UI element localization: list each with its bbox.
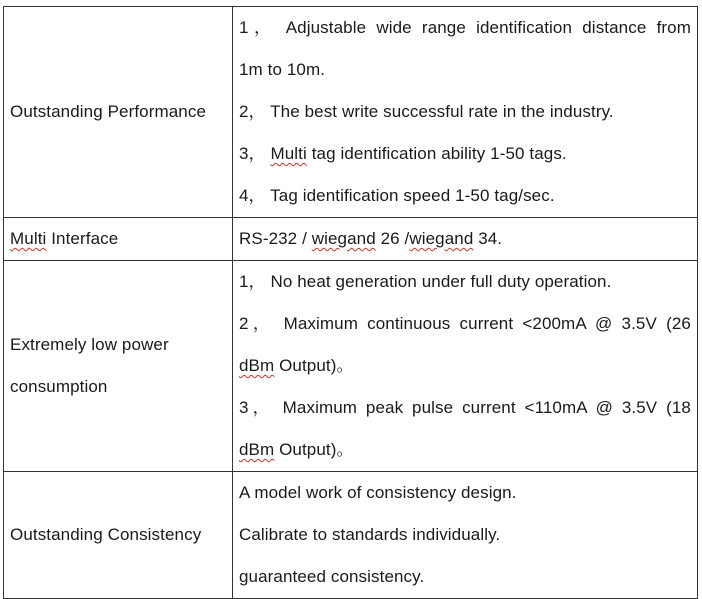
spec-line: 2， Maximum continuous current <200mA @ 3.5V (26: [239, 314, 691, 333]
spec-row-label: Multi Interface: [4, 218, 233, 261]
spec-table: [3, 6, 698, 599]
spec-line: A model work of consistency design.: [239, 483, 517, 502]
spellcheck-underline: wiegand: [311, 229, 376, 248]
spellcheck-underline: dBm: [239, 356, 275, 375]
spec-row-value: [233, 472, 698, 599]
spec-line: 4， Tag identification speed 1-50 tag/sec.: [239, 186, 555, 205]
spec-line: 3， Multi tag identification ability 1-50 tags.: [239, 144, 567, 163]
spec-line: 2， The best write successful rate in the industry.: [239, 102, 614, 121]
spec-line: 1， No heat generation under full duty operation.: [239, 272, 612, 291]
spec-row-value: [233, 261, 698, 472]
spec-row-label: Outstanding Performance: [4, 7, 233, 218]
spec-row: [4, 7, 698, 218]
spec-line: 3， Maximum peak pulse current <110mA @ 3.5V (18: [239, 398, 691, 417]
spec-row: [4, 261, 698, 472]
spellcheck-underline: dBm: [239, 440, 275, 459]
spec-table-body: [4, 7, 698, 599]
spec-line: 1m to 10m.: [239, 60, 326, 79]
spellcheck-underline: Multi: [270, 144, 307, 163]
spec-row-label: Extremely low power consumption: [4, 261, 233, 472]
spec-line: dBm Output)。: [239, 356, 354, 375]
spec-row-value: [233, 7, 698, 218]
spec-row-label: Outstanding Consistency: [4, 472, 233, 599]
spec-line: Calibrate to standards individually.: [239, 525, 501, 544]
spec-line: dBm Output)。: [239, 440, 354, 459]
spec-row-value: [233, 218, 698, 261]
spec-line: guaranteed consistency.: [239, 567, 425, 586]
spec-row: [4, 472, 698, 599]
spellcheck-underline: wiegand: [409, 229, 474, 248]
spec-row: [4, 218, 698, 261]
spellcheck-underline: Multi: [10, 229, 47, 248]
spec-line: RS-232 / wiegand 26 /wiegand 34.: [239, 229, 503, 248]
spec-line: 1， Adjustable wide range identification distance from: [239, 18, 691, 37]
